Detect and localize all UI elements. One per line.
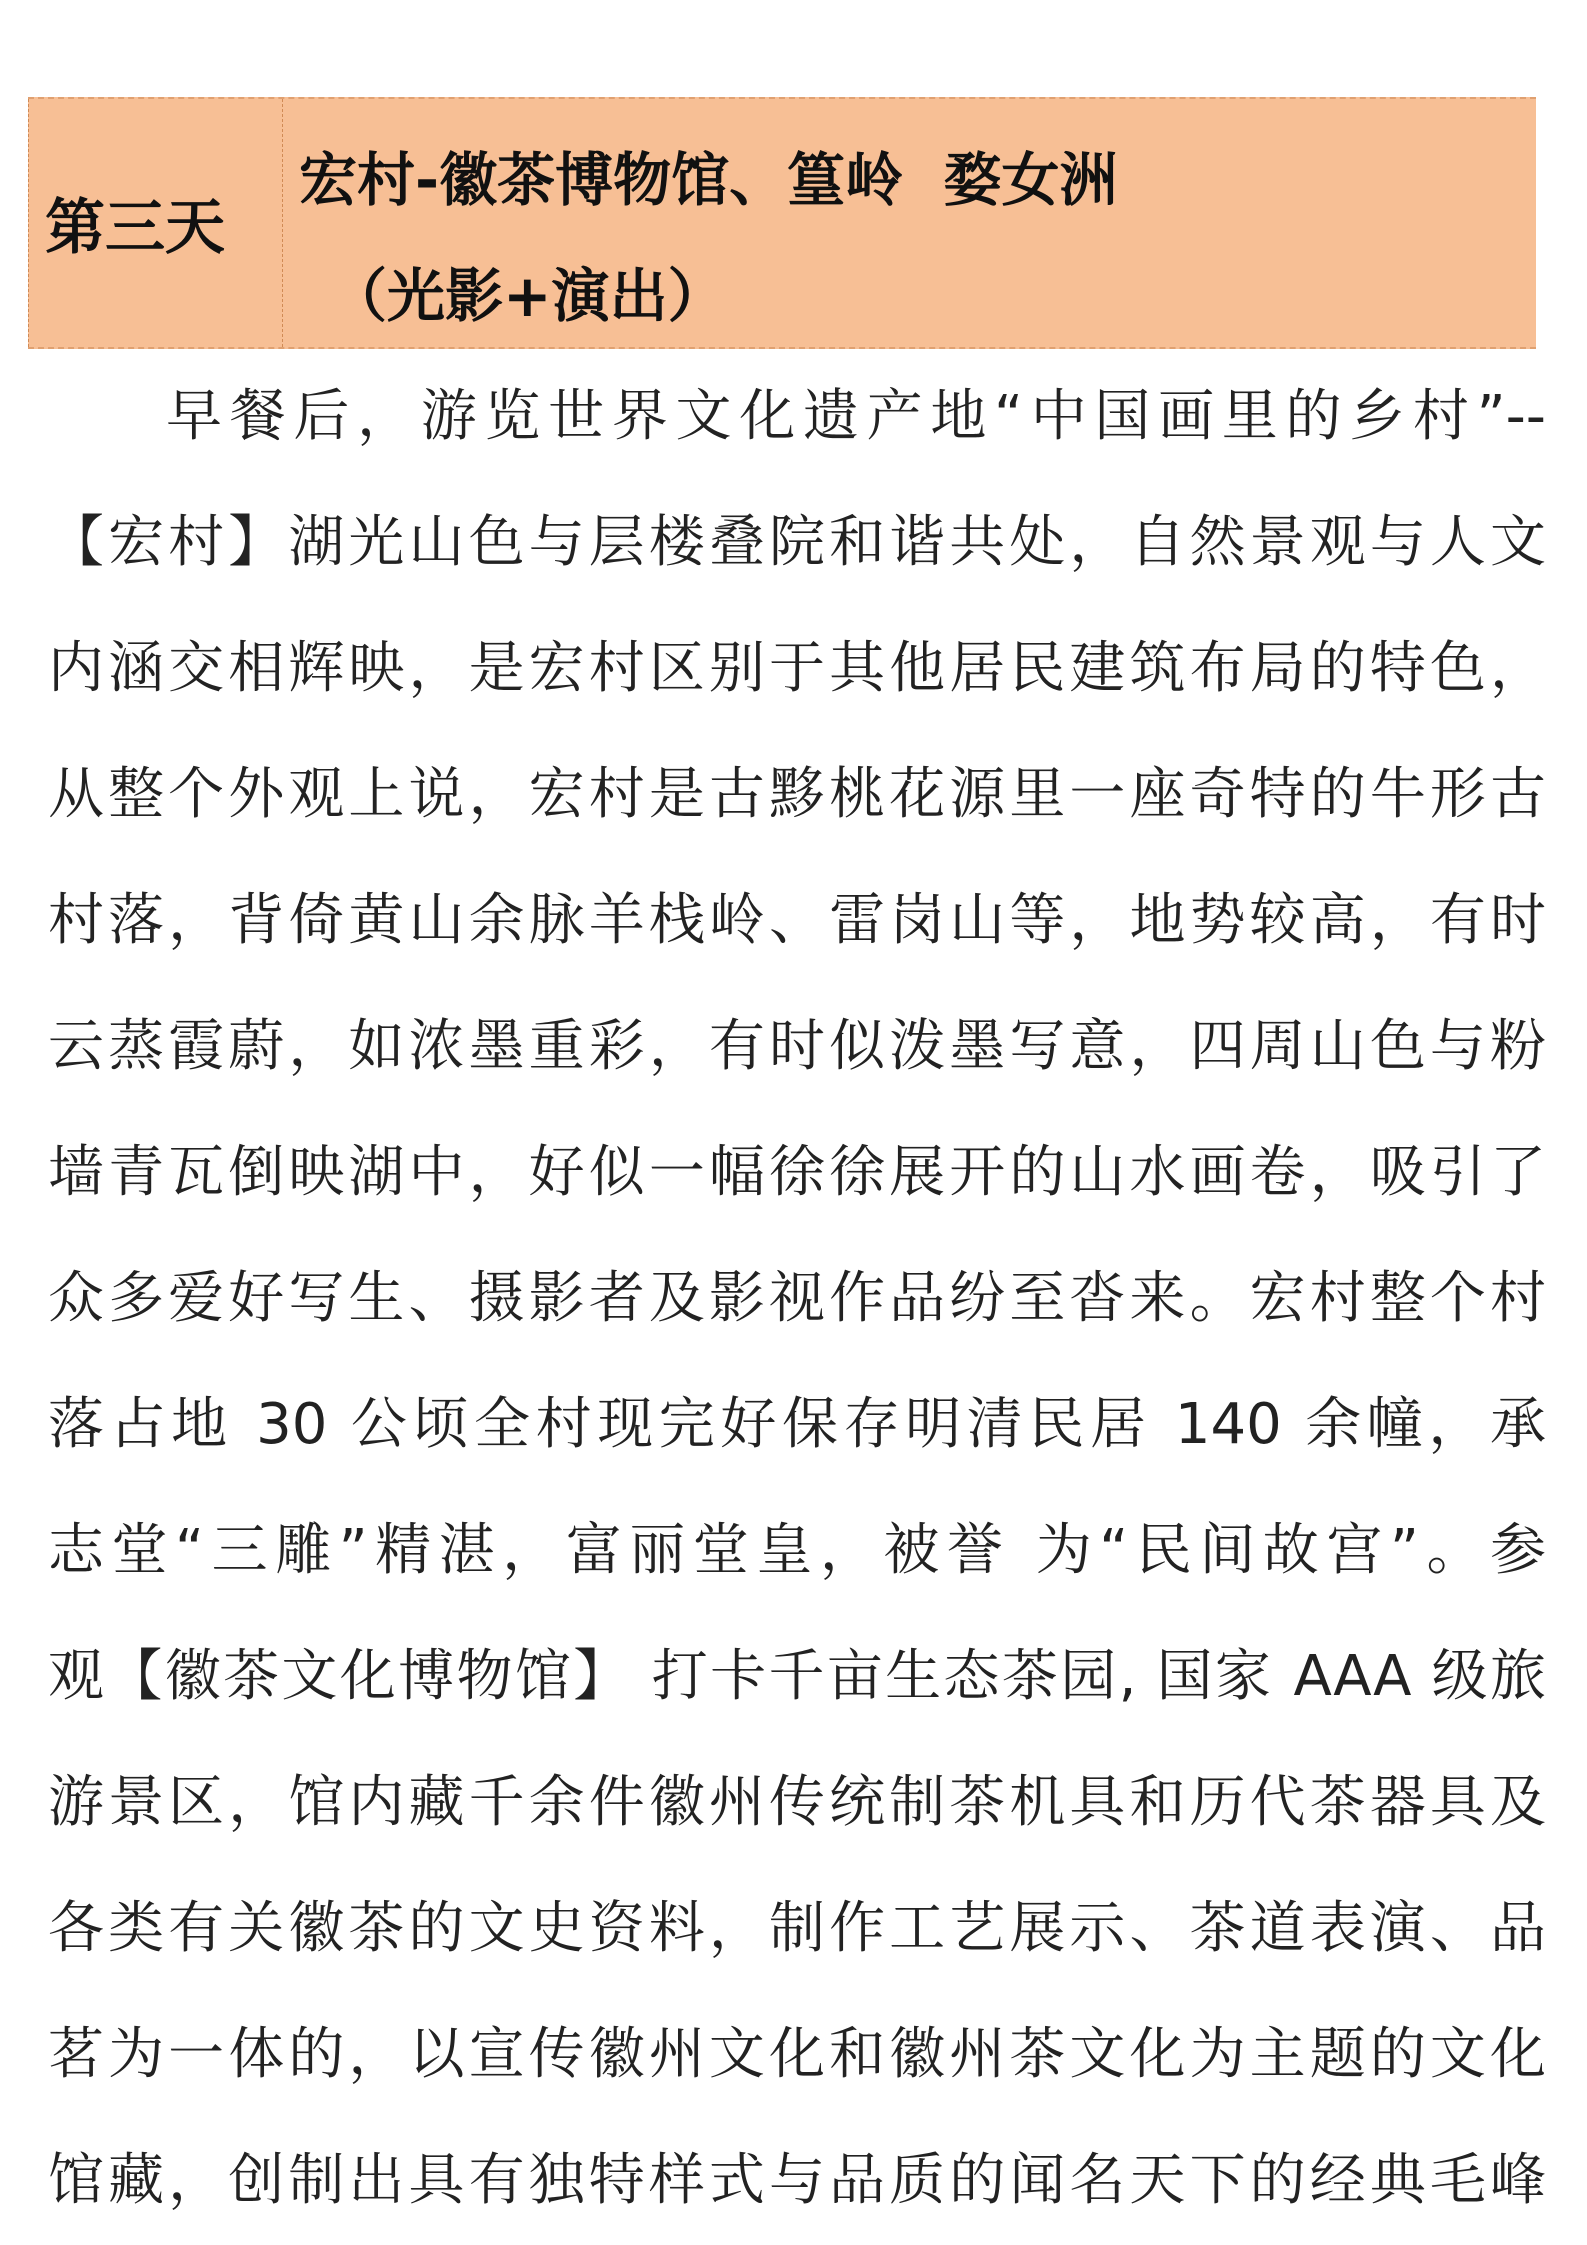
text-line: 墙青瓦倒映湖中，好似一幅徐徐展开的山水画卷，吸引了 [48,1140,1546,1205]
text-line: 【宏村】湖光山色与层楼叠院和谐共处，自然景观与人文 [48,510,1546,575]
text-line: 早餐后，游览世界文化遗产地“中国画里的乡村”-- [166,384,1546,449]
text-line: 各类有关徽茶的文史资料，制作工艺展示、茶道表演、品 [48,1896,1546,1961]
itinerary-description [48,354,1546,2244]
text-line: 落占地 30 公顷全村现完好保存明清民居 140 余幢，承 [48,1392,1546,1457]
day-header [28,97,1536,349]
day-cell [28,99,283,347]
day-label: 第三天 [45,193,225,263]
text-line: 村落，背倚黄山余脉羊栈岭、雷岗山等，地势较高，有时 [48,888,1546,953]
text-line: 众多爱好写生、摄影者及影视作品纷至沓来。宏村整个村 [48,1266,1546,1331]
itinerary-subtitle: （光影+演出） [329,262,726,330]
itinerary-title: 宏村-徽茶博物馆、篁岭 婺女洲 [299,146,1118,214]
itinerary-title-cell [283,99,1536,347]
text-line: 从整个外观上说，宏村是古黟桃花源里一座奇特的牛形古 [48,762,1546,827]
text-line: 馆藏，创制出具有独特样式与品质的闻名天下的经典毛峰 [48,2148,1546,2213]
text-line: 志堂“三雕”精湛，富丽堂皇，被誉 为“民间故宫”。参 [48,1518,1546,1583]
text-line: 内涵交相辉映，是宏村区别于其他居民建筑布局的特色， [48,636,1546,701]
text-line: 观【徽茶文化博物馆】 打卡千亩生态茶园, 国家 AAA 级旅 [48,1644,1546,1709]
text-line: 云蒸霞蔚，如浓墨重彩，有时似泼墨写意，四周山色与粉 [48,1014,1546,1079]
text-line: 茗为一体的，以宣传徽州文化和徽州茶文化为主题的文化 [48,2022,1546,2087]
text-line: 游景区，馆内藏千余件徽州传统制茶机具和历代茶器具及 [48,1770,1546,1835]
